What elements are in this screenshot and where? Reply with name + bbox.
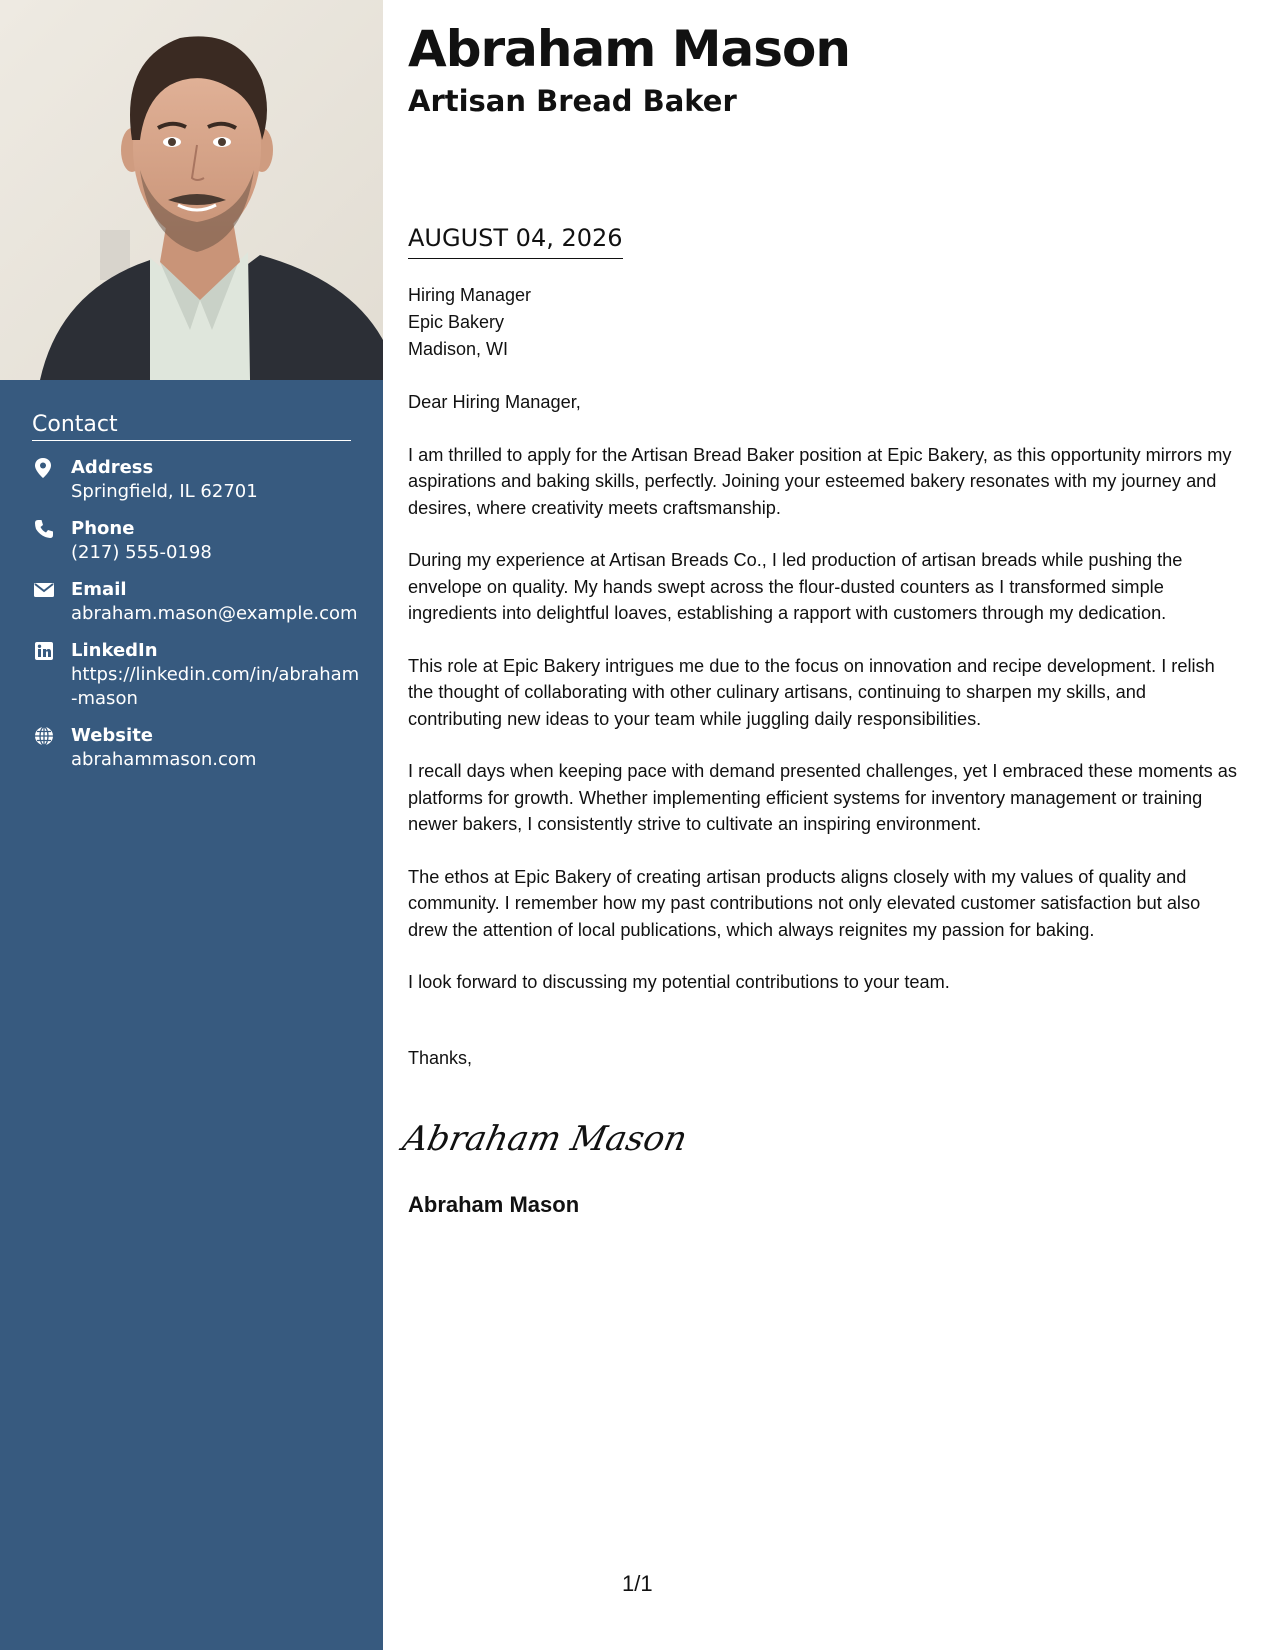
contact-address bbox=[32, 456, 352, 504]
applicant-role: Artisan Bread Baker bbox=[408, 84, 737, 118]
envelope-icon bbox=[34, 580, 54, 600]
contact-heading: Contact bbox=[32, 412, 351, 441]
contact-email bbox=[32, 578, 358, 626]
globe-icon bbox=[34, 726, 54, 746]
letter-date: AUGUST 04, 2026 bbox=[408, 224, 623, 259]
body-paragraph: During my experience at Artisan Breads Co., I led production of artisan breads while pushing the envelope on quality. My hands swept across the flour-dusted counters as I transformed simple ingredients into delightful loaves, establishing a rapport with customers through my dedication. bbox=[408, 550, 1183, 623]
salutation: Dear Hiring Manager, bbox=[408, 392, 581, 412]
email-label: Email bbox=[71, 579, 127, 600]
recipient-line: Madison, WI bbox=[408, 339, 509, 359]
sidebar bbox=[0, 0, 383, 1650]
email-value[interactable]: abraham.mason@example.com bbox=[71, 603, 358, 624]
body-paragraph: I recall days when keeping pace with demand presented challenges, yet I embraced these moments as platforms for growth. Whether implementing efficient systems for inventory management or training newer bakers, I consistently strive to cultivate an inspiring environment. bbox=[408, 761, 1238, 834]
body-paragraph: I am thrilled to apply for the Artisan Bread Baker position at Epic Bakery, as this opportunity mirrors my aspirations and baking skills, perfectly. Joining your esteemed bakery resonates with my journey and desires, where creativity meets craftsmanship. bbox=[408, 444, 1232, 518]
contact-linkedin bbox=[32, 639, 360, 711]
website-label: Website bbox=[71, 725, 154, 746]
phone-icon bbox=[34, 519, 54, 539]
linkedin-label: LinkedIn bbox=[71, 640, 158, 661]
map-pin-icon bbox=[34, 458, 54, 478]
linkedin-value[interactable]: https://linkedin.com/in/abraham-mason bbox=[71, 664, 360, 709]
recipient-line: Epic Bakery bbox=[408, 312, 505, 332]
recipient-block bbox=[408, 282, 531, 363]
letter-body bbox=[408, 389, 1243, 1022]
page-number: 1/1 bbox=[622, 1571, 653, 1596]
contact-website bbox=[32, 724, 352, 772]
recipient-line: Hiring Manager bbox=[408, 285, 532, 305]
linkedin-icon bbox=[34, 641, 54, 661]
handwritten-signature bbox=[399, 1108, 691, 1164]
body-paragraph: This role at Epic Bakery intrigues me due to the focus on innovation and recipe development. I relish the thought of collaborating with other culinary artisans, continuing to sharpen my skills, and contributing new ideas to your team while juggling daily responsibilities. bbox=[408, 655, 1215, 729]
address-label: Address bbox=[71, 457, 154, 478]
phone-label: Phone bbox=[71, 518, 135, 539]
signer-name: Abraham Mason bbox=[408, 1192, 580, 1217]
website-value[interactable]: abrahammason.com bbox=[71, 749, 257, 770]
profile-photo bbox=[0, 0, 383, 380]
address-value: Springfield, IL 62701 bbox=[71, 481, 258, 502]
signature-text: Abraham Mason bbox=[399, 1119, 691, 1159]
phone-value: (217) 555-0198 bbox=[71, 542, 212, 563]
contact-list bbox=[32, 456, 360, 785]
body-paragraph: The ethos at Epic Bakery of creating artisan products aligns closely with my values of quality and community. I remember how my past contributions not only elevated customer satisfaction but also drew the attention of local publications, which always reignites my passion for baking. bbox=[408, 866, 1201, 940]
body-paragraph: I look forward to discussing my potential contributions to your team. bbox=[408, 972, 950, 992]
closing: Thanks, bbox=[408, 1048, 473, 1068]
applicant-name: Abraham Mason bbox=[408, 20, 850, 78]
contact-phone bbox=[32, 517, 352, 565]
